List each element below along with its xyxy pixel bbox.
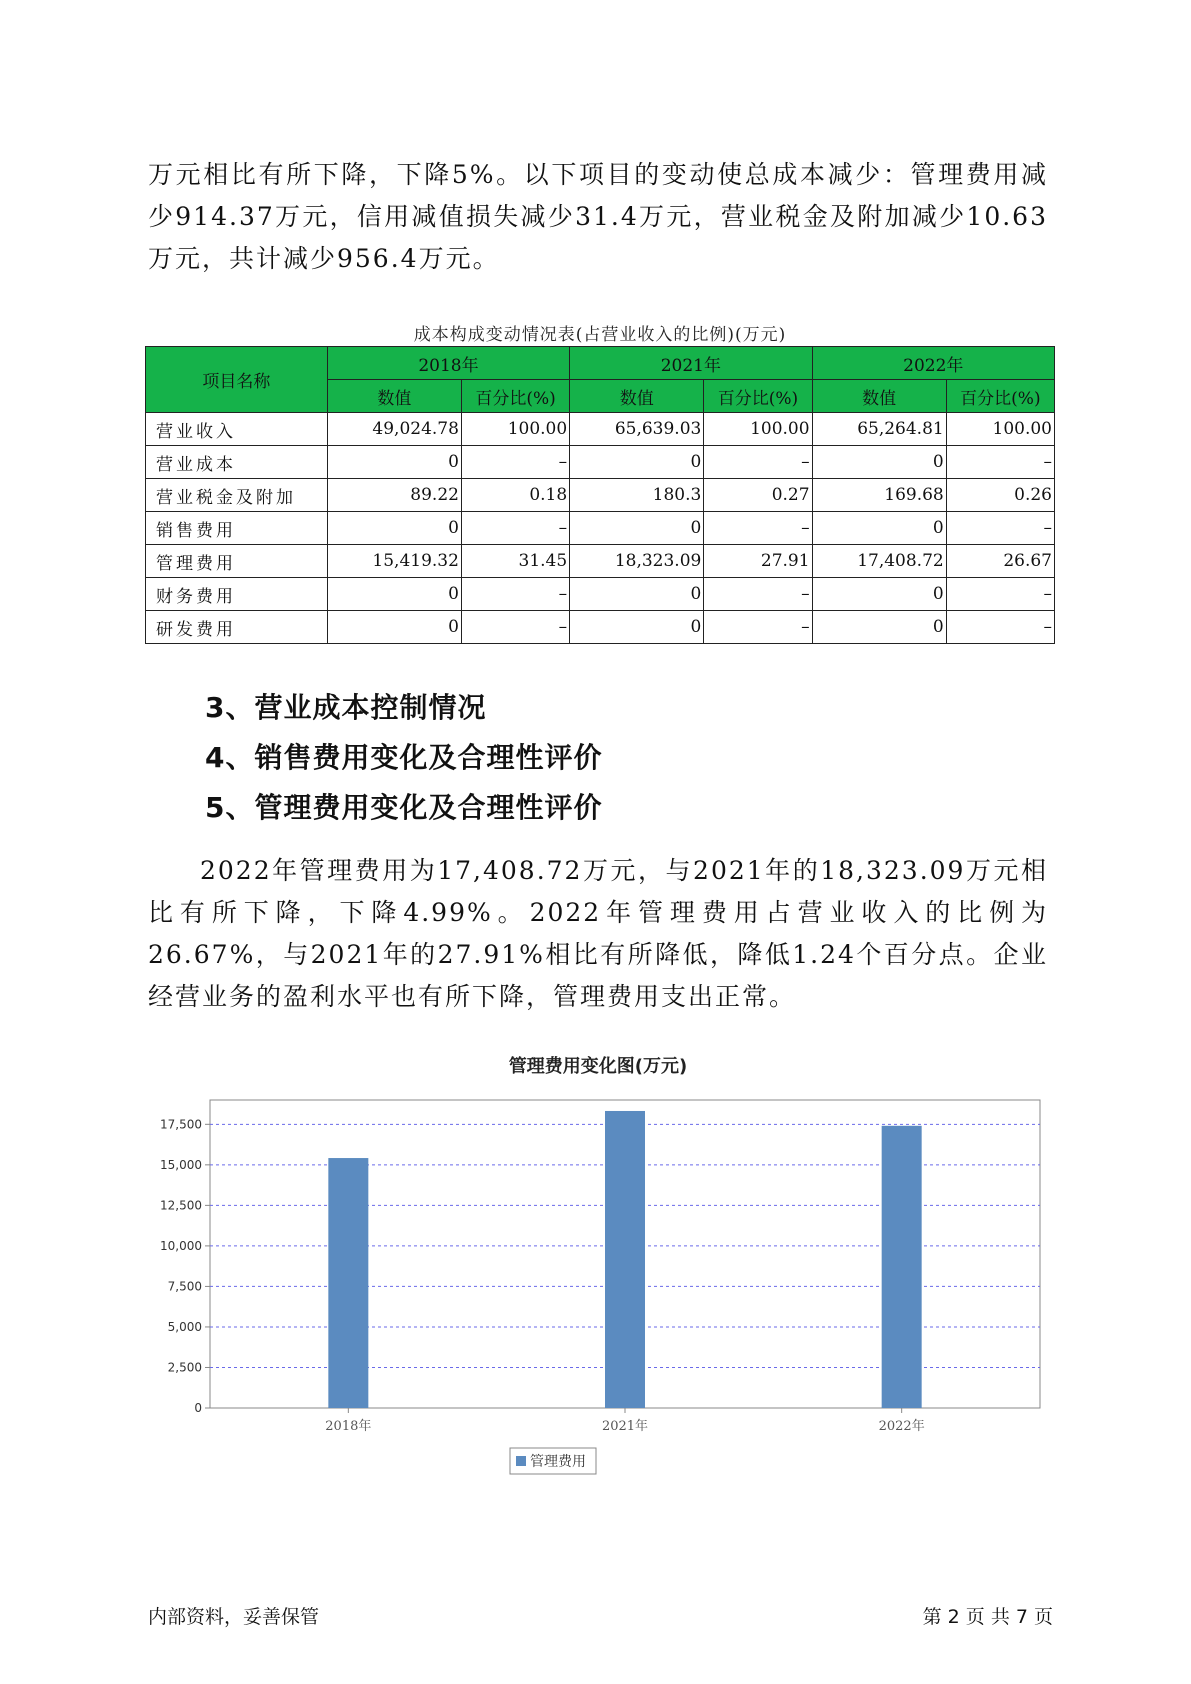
table-row <box>146 611 1055 644</box>
y-tick-label: 17,500 <box>160 1117 202 1132</box>
row-label: 管理费用 <box>146 545 328 578</box>
cell-percent: – <box>946 512 1054 545</box>
header-value: 数值 <box>327 380 461 413</box>
legend-label: 管理费用 <box>530 1454 586 1470</box>
cell-percent: 100.00 <box>461 413 569 446</box>
cell-percent: – <box>461 578 569 611</box>
cell-value: 0 <box>570 611 704 644</box>
mgmt-expense-chart <box>148 1050 1048 1520</box>
row-label: 营业收入 <box>146 413 328 446</box>
cell-value: 65,639.03 <box>570 413 704 446</box>
table-body <box>146 413 1055 644</box>
footer-page-number: 第 2 页 共 7 页 <box>922 1606 1053 1628</box>
header-year: 2021年 <box>570 347 812 380</box>
cell-value: 49,024.78 <box>327 413 461 446</box>
legend-swatch <box>516 1456 526 1466</box>
cell-percent: 100.00 <box>704 413 812 446</box>
header-year: 2022年 <box>812 347 1054 380</box>
x-tick-label: 2018年 <box>325 1419 372 1434</box>
cell-percent: 27.91 <box>704 545 812 578</box>
cell-value: 18,323.09 <box>570 545 704 578</box>
cell-percent: 0.27 <box>704 479 812 512</box>
header-value: 数值 <box>812 380 946 413</box>
cell-percent: 26.67 <box>946 545 1054 578</box>
header-year: 2018年 <box>327 347 569 380</box>
row-label: 营业税金及附加 <box>146 479 328 512</box>
cell-value: 0 <box>570 578 704 611</box>
table-row <box>146 413 1055 446</box>
section-heading-5: 5、管理费用变化及合理性评价 <box>205 791 603 824</box>
cell-value: 0 <box>570 446 704 479</box>
row-label: 营业成本 <box>146 446 328 479</box>
cell-percent: 0.26 <box>946 479 1054 512</box>
x-tick-label: 2022年 <box>878 1419 925 1434</box>
cell-value: 0 <box>327 446 461 479</box>
cell-percent: – <box>704 446 812 479</box>
cost-composition-table <box>145 346 1055 644</box>
bar <box>605 1111 645 1408</box>
cell-value: 15,419.32 <box>327 545 461 578</box>
cell-percent: 100.00 <box>946 413 1054 446</box>
cell-value: 0 <box>570 512 704 545</box>
cell-value: 17,408.72 <box>812 545 946 578</box>
cell-percent: – <box>461 512 569 545</box>
cell-value: 89.22 <box>327 479 461 512</box>
y-tick-label: 15,000 <box>160 1157 202 1172</box>
header-percent: 百分比(%) <box>461 380 569 413</box>
y-tick-label: 7,500 <box>167 1279 202 1294</box>
y-tick-label: 5,000 <box>167 1319 202 1334</box>
cell-percent: – <box>704 512 812 545</box>
y-tick-label: 2,500 <box>167 1360 202 1375</box>
cell-value: 0 <box>812 611 946 644</box>
cell-percent: – <box>461 446 569 479</box>
cell-value: 0 <box>327 611 461 644</box>
table-row <box>146 578 1055 611</box>
table-caption: 成本构成变动情况表(占营业收入的比例)(万元) <box>413 325 787 345</box>
cell-value: 180.3 <box>570 479 704 512</box>
y-tick-label: 0 <box>194 1401 202 1415</box>
cell-value: 0 <box>327 512 461 545</box>
cell-percent: – <box>946 578 1054 611</box>
y-tick-label: 12,500 <box>160 1198 202 1213</box>
y-tick-label: 10,000 <box>160 1238 202 1253</box>
row-label: 研发费用 <box>146 611 328 644</box>
bar <box>882 1126 922 1408</box>
cell-value: 169.68 <box>812 479 946 512</box>
section-heading-3: 3、营业成本控制情况 <box>205 691 487 724</box>
header-value: 数值 <box>570 380 704 413</box>
cell-value: 0 <box>812 446 946 479</box>
cell-value: 65,264.81 <box>812 413 946 446</box>
cell-percent: – <box>704 578 812 611</box>
header-item-name: 项目名称 <box>146 347 328 413</box>
table-row <box>146 446 1055 479</box>
cell-value: 0 <box>812 578 946 611</box>
intro-paragraph: 万元相比有所下降，下降5%。以下项目的变动使总成本减少：管理费用减少914.37万元，信用减值损失减少31.4万元，营业税金及附加减少10.63万元，共计减少956.4万元。 <box>148 160 1048 273</box>
header-percent: 百分比(%) <box>946 380 1054 413</box>
header-percent: 百分比(%) <box>704 380 812 413</box>
cell-value: 0 <box>327 578 461 611</box>
mgmt-expense-paragraph: 2022年管理费用为17,408.72万元，与2021年的18,323.09万元相比有所下降，下降4.99%。2022年管理费用占营业收入的比例为26.67%，与2021年的27.91%相比有所降低，降低1.24个百分点。企业经营业务的盈利水平也有所下降，管理费用支出正常。 <box>148 856 1048 1011</box>
table-row <box>146 512 1055 545</box>
row-label: 财务费用 <box>146 578 328 611</box>
chart-title: 管理费用变化图(万元) <box>508 1056 688 1077</box>
cell-percent: – <box>946 611 1054 644</box>
footer-confidential: 内部资料，妥善保管 <box>148 1606 320 1628</box>
cell-percent: – <box>704 611 812 644</box>
cell-value: 0 <box>812 512 946 545</box>
cell-percent: – <box>461 611 569 644</box>
cell-percent: – <box>946 446 1054 479</box>
bar <box>328 1158 368 1408</box>
cell-percent: 0.18 <box>461 479 569 512</box>
row-label: 销售费用 <box>146 512 328 545</box>
x-tick-label: 2021年 <box>601 1419 649 1434</box>
table-row <box>146 479 1055 512</box>
section-heading-4: 4、销售费用变化及合理性评价 <box>205 741 603 774</box>
table-row <box>146 545 1055 578</box>
cell-percent: 31.45 <box>461 545 569 578</box>
